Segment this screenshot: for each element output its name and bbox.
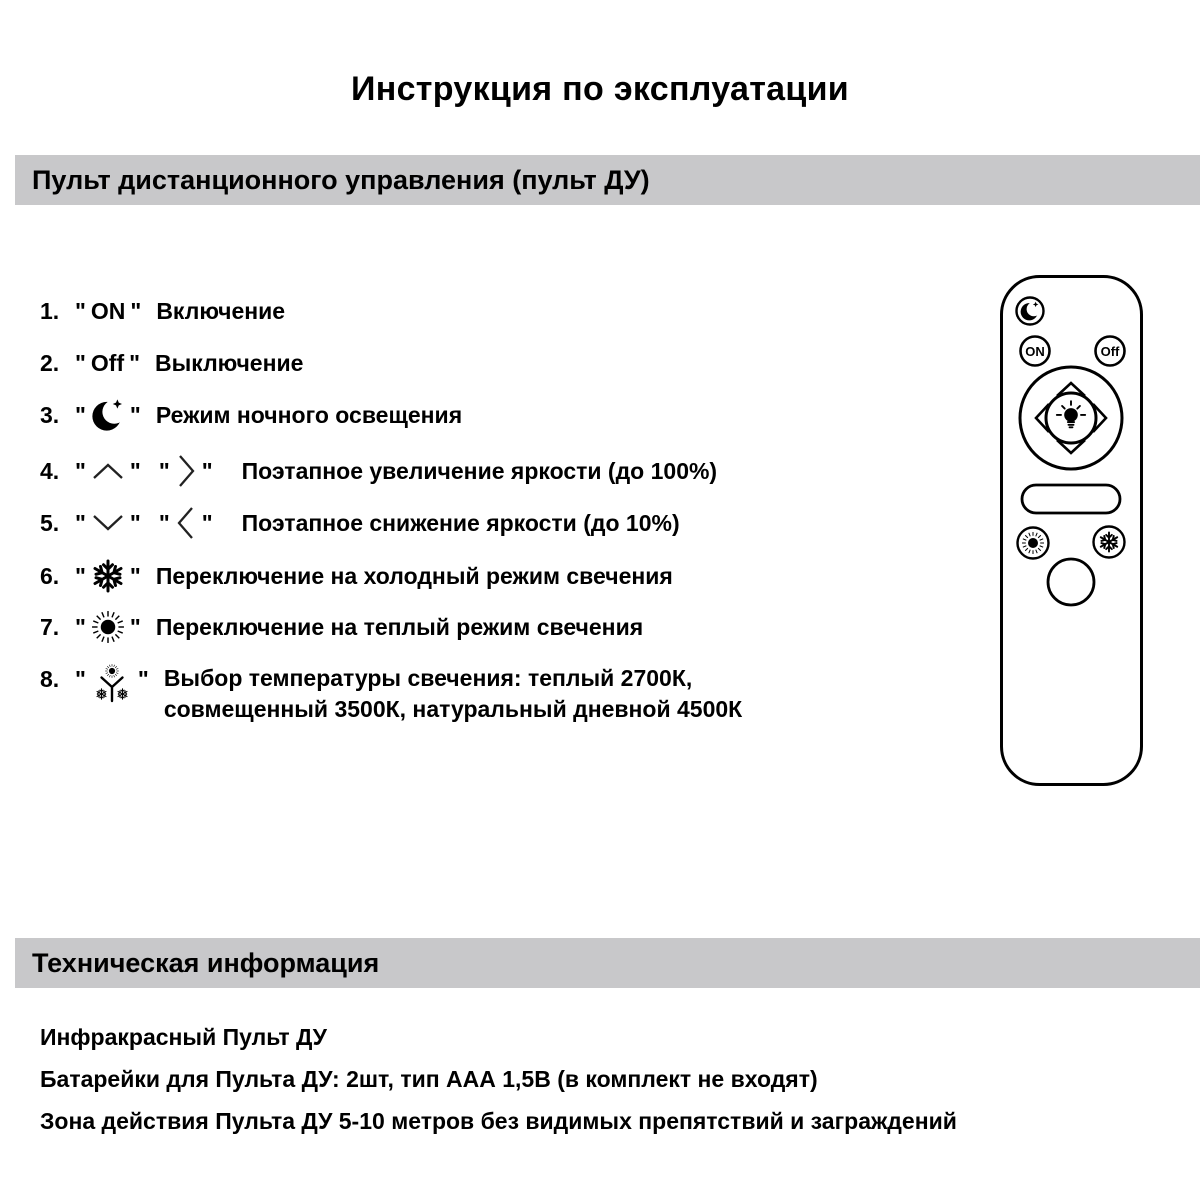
item-description: Включение: [156, 297, 286, 324]
instruction-item-2: [40, 346, 303, 380]
color-temperature-icon: [91, 663, 133, 707]
quote-mark: ": [129, 349, 141, 376]
chevron-down-icon: [91, 512, 125, 534]
remote-off-label: Off: [1100, 344, 1120, 359]
remote-on-label: ON: [1025, 344, 1045, 359]
quote-mark: ": [75, 509, 86, 536]
instruction-item-1: [40, 294, 285, 328]
quote-mark: ": [158, 509, 170, 536]
tech-section-header: [15, 938, 1200, 988]
quote-mark: ": [129, 562, 141, 589]
tech-section-header-label: Техническая информация: [32, 947, 380, 978]
quote-mark: ": [75, 401, 86, 428]
item-description-line1: Выбор температуры свечения: теплый 2700К,: [163, 665, 693, 691]
instruction-item-6: [40, 559, 673, 593]
instruction-item-3: [40, 398, 462, 432]
snowflake-icon: [91, 559, 125, 593]
night-mode-icon: [91, 398, 125, 432]
quote-mark: ": [137, 666, 149, 692]
sun-icon: [1022, 532, 1044, 554]
item-number: 8.: [40, 666, 60, 692]
quote-mark: ": [75, 457, 86, 484]
instruction-item-5: [40, 506, 680, 540]
quote-mark: ": [158, 457, 170, 484]
remote-illustration: [1000, 275, 1143, 786]
remote-section-header: [15, 155, 1200, 205]
instruction-item-8: [40, 663, 742, 725]
item-number: 4.: [40, 457, 60, 484]
remote-dpad: [1020, 367, 1122, 469]
quote-mark: ": [75, 562, 86, 589]
item-number: 1.: [40, 297, 60, 324]
item-description: Выключение: [155, 349, 304, 376]
item-number: 7.: [40, 613, 60, 640]
page-title: Инструкция по эксплуатации: [351, 70, 849, 108]
quote-mark: ": [130, 297, 142, 324]
item-description: Режим ночного освещения: [155, 401, 463, 428]
item-number: 3.: [40, 401, 60, 428]
chevron-left-icon: [175, 505, 197, 541]
quote-mark: ": [201, 509, 213, 536]
quote-mark: ": [75, 297, 86, 324]
quote-mark: ": [201, 457, 213, 484]
chevron-up-icon: [91, 460, 125, 482]
quote-mark: ": [75, 349, 86, 376]
tech-info-line-3: Зона действия Пульта ДУ 5-10 метров без видимых препятствий и заграждений: [40, 1107, 957, 1134]
item-number: 6.: [40, 562, 60, 589]
chevron-right-icon: [175, 453, 197, 489]
instruction-item-7: [40, 610, 643, 644]
item-description: Переключение на теплый режим свечения: [155, 613, 644, 640]
quote-mark: ": [129, 613, 141, 640]
quote-mark: ": [129, 509, 141, 536]
button-label-off: Off: [90, 349, 125, 376]
sun-icon: [91, 610, 125, 644]
item-number: 2.: [40, 349, 60, 376]
remote-section-header-label: Пульт дистанционного управления (пульт ДУ): [32, 164, 650, 195]
button-label-on: ON: [90, 297, 126, 324]
tech-info-line-1: Инфракрасный Пульт ДУ: [40, 1023, 327, 1050]
remote-warm-button: [1018, 528, 1049, 559]
item-description: Переключение на холодный режим свечения: [155, 562, 673, 589]
quote-mark: ": [129, 457, 141, 484]
quote-mark: ": [75, 613, 86, 640]
item-description: Поэтапное снижение яркости (до 10%): [241, 509, 680, 536]
quote-mark: ": [75, 666, 86, 692]
item-description: [164, 663, 742, 725]
item-description: Поэтапное увеличение яркости (до 100%): [241, 457, 718, 484]
item-description-line2: совмещенный 3500К, натуральный дневной 4500К: [163, 696, 743, 722]
tech-info-line-2: Батарейки для Пульта ДУ: 2шт, тип ААА 1,5В (в комплект не входят): [40, 1065, 818, 1092]
item-number: 5.: [40, 509, 60, 536]
quote-mark: ": [129, 401, 141, 428]
instruction-item-4: [40, 454, 717, 488]
